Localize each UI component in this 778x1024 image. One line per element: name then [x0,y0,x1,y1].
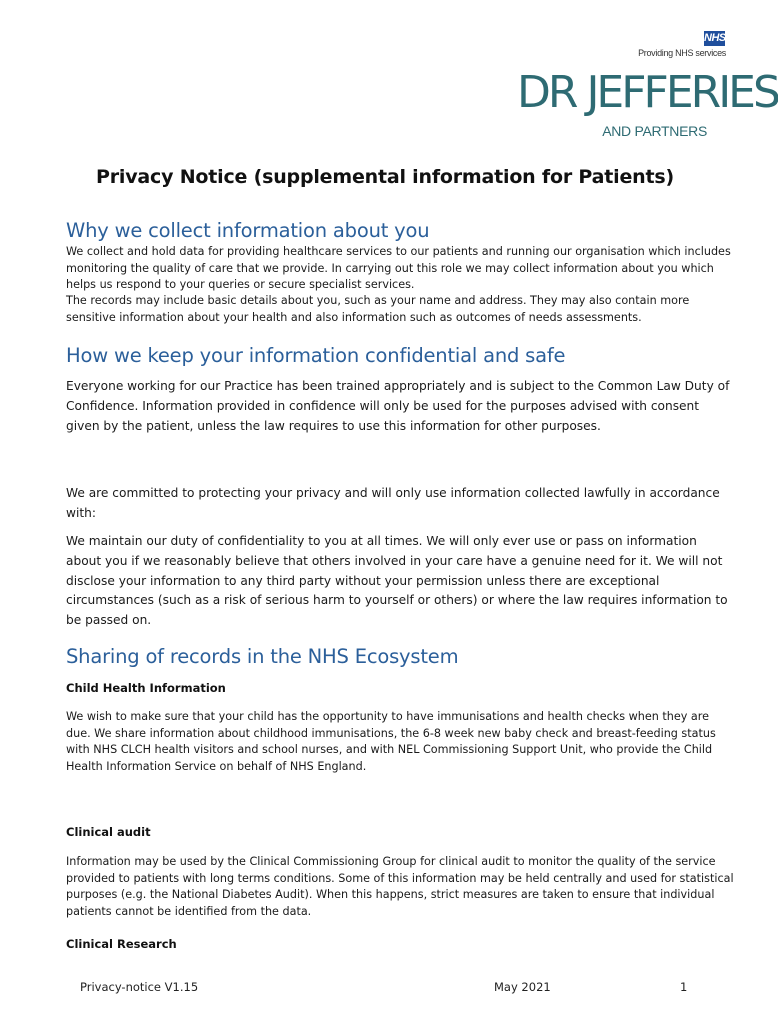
why-paragraph-2: The records may include basic details about you, such as your name and address. They may also contain more sensitive information about your health and also information such as outcomes of needs assessments. [66,294,690,324]
child-health-paragraph: We wish to make sure that your child has the opportunity to have immunisations and health checks when they are due. We share information about childhood immunisations, the 6-8 week new baby check and breast-feeding status with NHS CLCH health visitors and school nurses, and with NEL Commissioning Support Unit, who provide the Child Health Information Service on behalf of NHS England. [66,710,716,773]
footer-page-number: 1 [680,980,688,994]
keep-paragraph-1: Everyone working for our Practice has been trained appropriately and is subject to the Common Law Duty of Confidence. Information provided in confidence will only be used for the purposes advised with consent given by the patient, unless the law requires to use this information for other purposes. [66,379,730,433]
section-heading-keep: How we keep your information confidential and safe [66,344,566,367]
keep-paragraph-3: We maintain our duty of confidentiality to you at all times. We will only ever use or pass on information about you if we reasonably believe that others involved in your care have a genuine need for it. We will not disclose your information to any third party without your permission unless there are exceptional circumstances (such as a risk of serious harm to yourself or others) or where the law requires information to be passed on. [66,534,728,628]
practice-logo-partners: AND PARTNERS [602,123,707,139]
page-title: Privacy Notice (supplemental information for Patients) [96,166,674,188]
footer-version: Privacy-notice V1.15 [80,980,199,994]
subheading-clinical-audit: Clinical audit [66,825,151,839]
practice-logo-name: DR JEFFERIES [517,67,778,118]
footer-date: May 2021 [494,980,551,994]
section-heading-sharing: Sharing of records in the NHS Ecosystem [66,645,459,668]
section-heading-why: Why we collect information about you [66,219,430,242]
clinical-audit-paragraph: Information may be used by the Clinical Commissioning Group for clinical audit to monitor the quality of the service provided to patients with long terms conditions. Some of this information may be held centrally and used for statistical purposes (e.g. the National Diabetes Audit). When this happens, strict measures are taken to ensure that individual patients cannot be identified from the data. [66,855,734,918]
nhs-subtitle: Providing NHS services [638,48,726,58]
nhs-logo: NHS [704,32,726,44]
why-paragraph-1: We collect and hold data for providing healthcare services to our patients and running our organisation which includes monitoring the quality of care that we provide. In carrying out this role we may collect information about you which helps us respond to your queries or secure specialist services. [66,245,731,291]
subheading-clinical-research: Clinical Research [66,937,177,951]
keep-paragraph-2: We are committed to protecting your privacy and will only use information collected lawfully in accordance with: [66,486,720,520]
subheading-child-health: Child Health Information [66,681,226,695]
